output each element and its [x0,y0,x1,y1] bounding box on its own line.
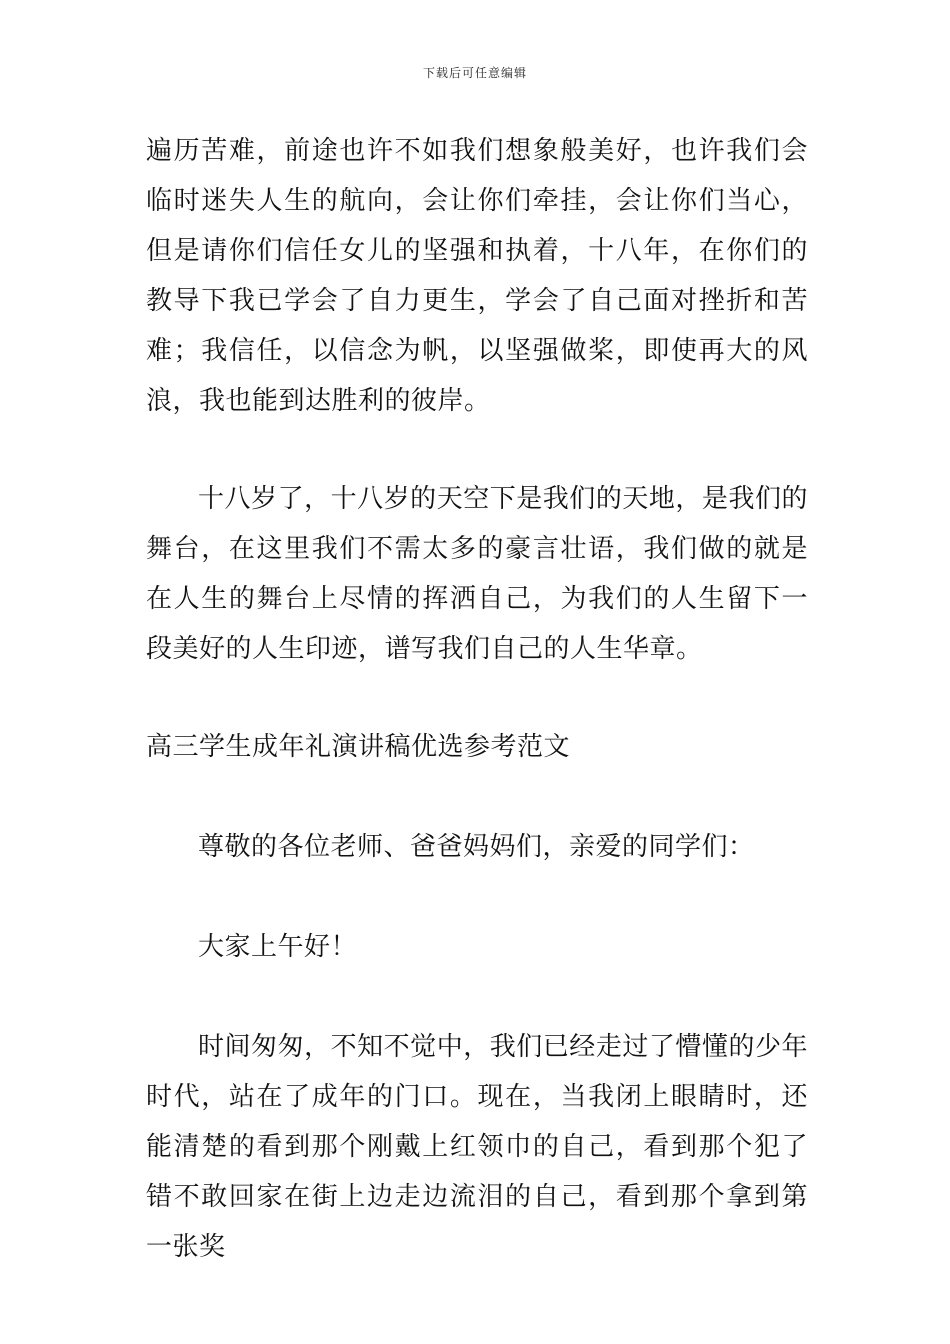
greeting: 大家上午好！ [198,932,358,962]
section-title: 高三学生成年礼演讲稿优选参考范文 [146,732,571,762]
paragraph-2: 十八岁了，十八岁的天空下是我们的天地，是我们的舞台，在这里我们不需太多的豪言壮语，我们做的就是在人生的舞台上尽情的挥洒自己，为我们的人生留下一段美好的人生印迹，谱写我们自己的人生华章。 [146,484,808,664]
page-header: 下载后可任意编辑 [422,66,527,80]
paragraph-3: 时间匆匆，不知不觉中，我们已经走过了懵懂的少年时代，站在了成年的门口。现在，当我闭上眼睛时，还能清楚的看到那个刚戴上红领巾的自己，看到那个犯了错不敢回家在街上边走边流泪的自己，看到那个拿到第一张奖 [146,1032,808,1262]
salutation: 尊敬的各位老师、爸爸妈妈们，亲爱的同学们： [198,832,755,862]
paragraph-1: 遍历苦难，前途也许不如我们想象般美好，也许我们会临时迷失人生的航向，会让你们牵挂，会让你们当心，但是请你们信任女儿的坚强和执着，十八年，在你们的教导下我已学会了自力更生，学会了自己面对挫折和苦难；我信任，以信念为帆，以坚强做桨，即使再大的风浪，我也能到达胜利的彼岸。 [146,136,808,416]
